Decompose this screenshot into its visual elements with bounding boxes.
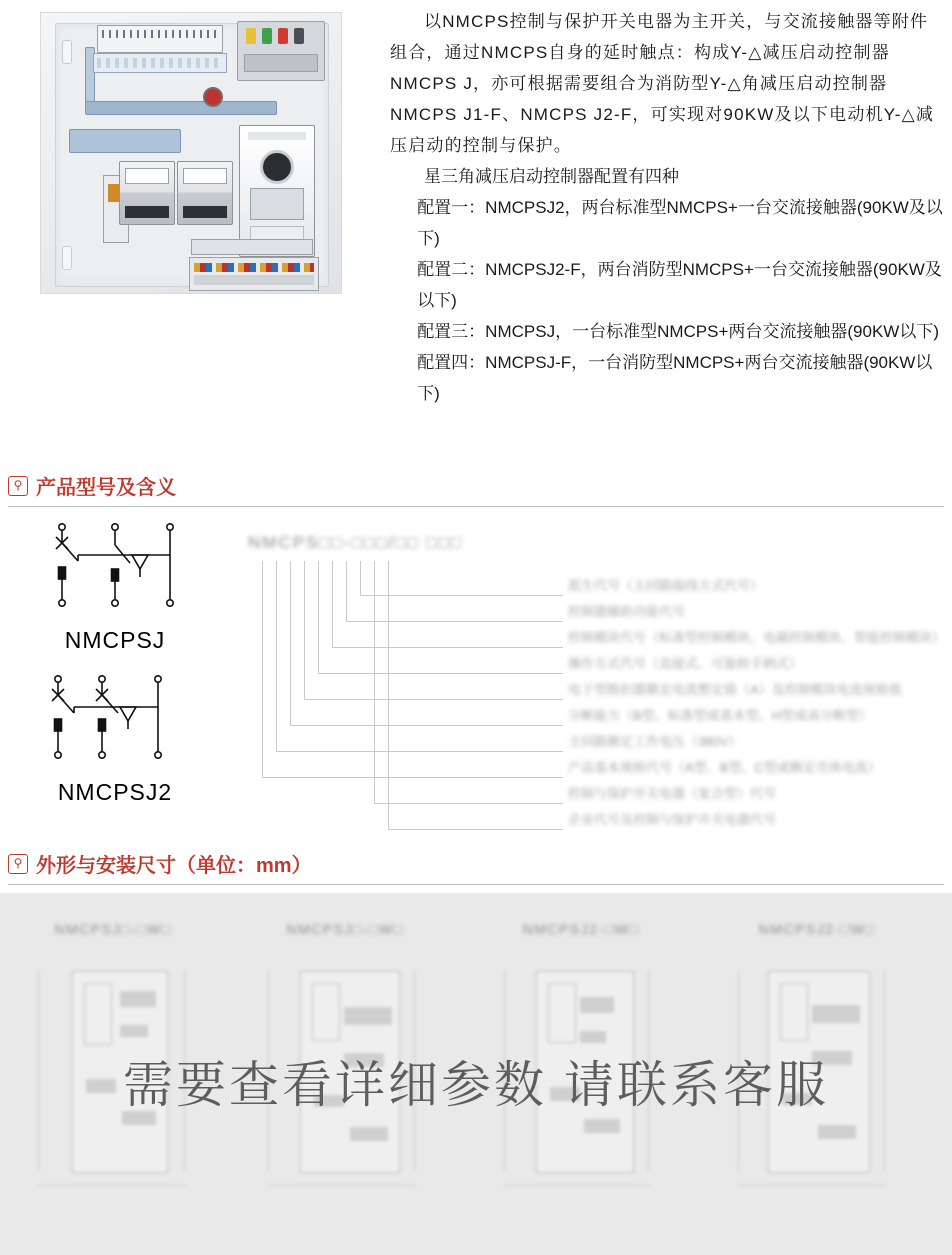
dimension-card-title-4: NMCPSJ2-□W□: [758, 921, 876, 937]
config-line-1: 配置一：NMCPSJ2，两台标准型NMCPS+一台交流接触器(90KW及以下): [417, 198, 943, 248]
terminal-strip-top-2: [93, 53, 227, 73]
dimension-card-title-3: NMCPSJ2-□W□: [522, 921, 640, 937]
model-code-label: NMCPS□□-□□□/□□ □□□: [248, 533, 464, 552]
product-intro-section: [0, 0, 952, 409]
dimension-card-title-2: NMCPSJ□-□W□: [286, 921, 404, 937]
section-divider-dimensions: [8, 884, 944, 885]
legend-text-3: 控制模块代号（标准型控制模块、电磁控制模块、智能控制模块）: [568, 630, 946, 645]
legend-text-7: 主回路额定工作电压（380V）: [568, 734, 742, 749]
display-window: [250, 188, 304, 220]
red-push-button: [203, 87, 223, 107]
legend-text-10: 企业代号及控制与保护开关电器代号: [568, 812, 777, 827]
led-black: [294, 28, 304, 44]
indicator-block: [237, 21, 325, 81]
intro-paragraph-2: 星三角减压启动控制器配置有四种: [424, 167, 679, 186]
intro-paragraph-1: 以NMCPS控制与保护开关电器为主开关，与交流接触器等附件组合，通过NMCPS自身的延时触点：构成Y-△减压启动控制器NMCPS J，亦可根据需要组合为消防型Y-△角减压启动控制器NMCPS J1-F、NMCPS J2-F，可实现对90KW及以下电动机Y-△减压启动的控制与保护。: [390, 12, 935, 155]
rotary-dial: [260, 150, 294, 184]
circuit-symbol-2: [40, 673, 190, 773]
blue-rail-block: [69, 129, 181, 153]
symbol-nmcpsj: [0, 521, 230, 654]
symbol-nmcpsj2: [0, 673, 230, 806]
section-title-dimensions: 外形与安装尺寸（单位：mm）: [36, 855, 312, 877]
model-meaning-diagram: [0, 513, 952, 843]
intro-text-block: [370, 0, 952, 409]
led-yellow: [246, 28, 256, 44]
legend-text-1: 派生代号（主回路接线方式代号）: [568, 578, 764, 593]
photo-frame: [40, 12, 342, 294]
search-icon: ⚲: [8, 476, 28, 496]
product-photo: [30, 8, 370, 308]
legend-text-4: 操作方式代号（直接式、可旋转手柄式）: [568, 656, 803, 671]
leader-line-10: [388, 561, 563, 830]
dimensions-drawings: [0, 893, 952, 1255]
legend-text-5: 电子型脱扣器额定电流整定值（A）及控制模块电流规格值: [568, 682, 902, 697]
legend-text-2: 控制器辅助功能代号: [568, 604, 686, 619]
dimension-card-title-1: NMCPSJ□-□W□: [54, 921, 172, 937]
circuit-symbol-1: [40, 521, 190, 621]
nmcps-main-switch: [239, 125, 315, 257]
symbol-caption-1: NMCPSJ: [64, 627, 166, 653]
symbol-caption-2: NMCPSJ2: [57, 779, 173, 805]
config-line-4: 配置四：NMCPSJ-F，一台消防型NMCPS+两台交流接触器(90KW以下): [417, 353, 933, 403]
section-title-model: 产品型号及含义: [36, 477, 176, 499]
model-code-legend: [238, 527, 944, 839]
section-header-model: [8, 465, 952, 500]
contactor-2: [177, 161, 233, 225]
config-line-3: 配置三：NMCPSJ，一台标准型NMCPS+两台交流接触器(90KW以下): [417, 322, 940, 341]
bottom-terminal-strip: [189, 257, 319, 291]
section-divider-model: [8, 506, 944, 507]
blue-rail-horizontal: [85, 101, 277, 115]
section-header-dimensions: [8, 843, 952, 878]
led-red: [278, 28, 288, 44]
search-icon: ⚲: [8, 854, 28, 874]
legend-text-6: 分断能力（B型、标准型或基本型、H型或高分断型）: [568, 708, 873, 723]
terminal-strip-top: [97, 25, 223, 53]
led-green: [262, 28, 272, 44]
contact-service-overlay: 需要查看详细参数 请联系客服: [123, 1057, 829, 1113]
legend-text-9: 控制与保护开关电器（复合型）代号: [568, 786, 777, 801]
device-label: [248, 132, 306, 140]
mid-terminal-strip: [191, 239, 313, 255]
contactor-1: [119, 161, 175, 225]
legend-text-8: 产品基本规格代号（A型、B型、C型或额定壳体电流）: [568, 760, 881, 775]
config-line-2: 配置二：NMCPSJ2-F，两台消防型NMCPS+一台交流接触器(90KW及以下): [417, 260, 942, 310]
